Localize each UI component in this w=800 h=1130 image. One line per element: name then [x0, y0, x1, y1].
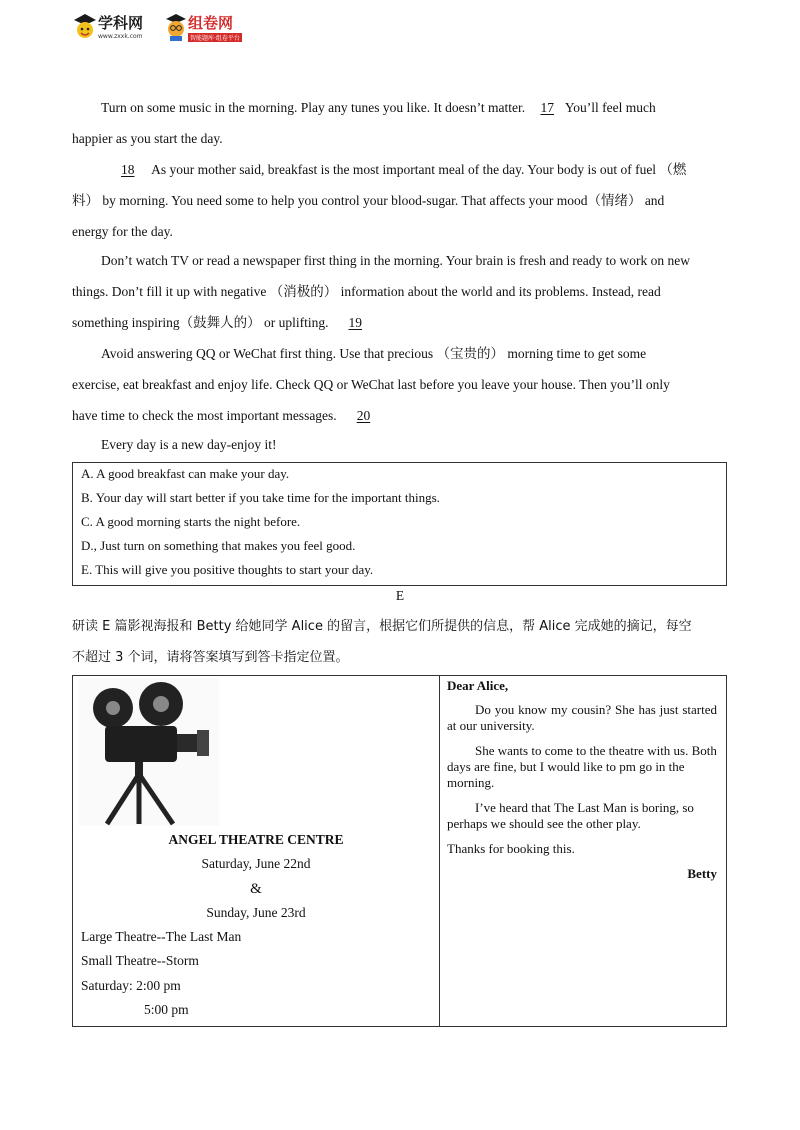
option-d: D., Just turn on something that makes you feel good.: [81, 538, 356, 553]
note-paragraph-1: Do you know my cousin? She has just started at our university.: [447, 702, 717, 733]
section-instruction: 研读 E 篇影视海报和 Betty 给她同学 Alice 的留言，根据它们所提供的信息，帮 Alice 完成她的摘记，每空 不超过 3 个词，请将答案填写到答卡指定位置。: [72, 619, 692, 665]
passage-text: Don’t watch TV or read a newspaper first thing in the morning. Your brain is fresh and ready to work on new: [101, 253, 691, 268]
poster-title: ANGEL THEATRE CENTRE: [168, 832, 344, 847]
movie-projector-icon: [79, 678, 219, 826]
graduate-mascot-icon: [72, 12, 98, 42]
passage-text: energy for the day.: [72, 224, 173, 239]
passage-text: Avoid answering QQ or WeChat first thing. Use that precious （宝贵的） morning time to get some: [101, 346, 647, 361]
student-mascot-icon: [164, 12, 188, 42]
passage-text: Turn on some music in the morning. Play any tunes you like. It doesn’t matter.: [101, 100, 526, 115]
option-b: B. Your day will start better if you take time for the important things.: [81, 490, 440, 505]
section-letter: E: [395, 588, 405, 603]
paragraph-2: [72, 154, 728, 247]
zujuan-logo: [164, 10, 250, 44]
table-divider: [439, 676, 440, 1026]
zxxk-logo-name: 学科网: [98, 14, 144, 32]
paragraph-1: [72, 92, 728, 154]
blank-19: 19: [348, 315, 362, 330]
note-greeting: Dear Alice,: [447, 678, 509, 693]
passage-text: have time to check the most important messages.: [72, 408, 337, 423]
page-header: [72, 10, 252, 46]
poster-note-table: [72, 675, 727, 1027]
blank-20: 20: [356, 408, 371, 423]
zxxk-logo-url: www.zxxk.com: [98, 33, 143, 40]
blank-18: 18: [121, 162, 135, 177]
paragraph-5: [72, 429, 728, 460]
paragraph-4: [72, 338, 728, 431]
options-box: [72, 462, 727, 586]
passage-text: You’ll feel much: [564, 100, 656, 115]
paragraph-3: [72, 245, 728, 338]
note-paragraph-2: She wants to come to the theatre with us. Both days are fine, but I would like to pm go in the morning.: [447, 743, 717, 790]
zujuan-logo-sub: 智能题库·组卷平台: [190, 35, 240, 42]
passage-text: 料） by morning. You need some to help you control your blood-sugar. That affects your mood（情绪） and: [72, 193, 665, 208]
passage-text: Every day is a new day-enjoy it!: [101, 437, 277, 452]
zujuan-logo-name: 组卷网: [188, 14, 234, 32]
note-signature: Betty: [687, 866, 717, 881]
passage-text: exercise, eat breakfast and enjoy life. Check QQ or WeChat last before you leave your house. Then you’ll only: [72, 377, 670, 392]
poster-saturday-time-1: Saturday: 2:00 pm: [81, 978, 181, 993]
poster-saturday-time-2: 5:00 pm: [144, 1002, 189, 1017]
poster-small-theatre: Small Theatre--Storm: [81, 953, 199, 968]
passage-text: As your mother said, breakfast is the most important meal of the day. Your body is out of fuel （燃: [151, 162, 687, 177]
note-paragraph-3: I’ve heard that The Last Man is boring, so perhaps we should see the other play.: [447, 800, 694, 831]
passage-text: something inspiring（鼓舞人的） or uplifting.: [72, 315, 329, 330]
note-paragraph-4: Thanks for booking this.: [447, 841, 575, 856]
zxxk-logo: [72, 10, 158, 44]
poster-ampersand: &: [250, 881, 262, 897]
poster-date-2: Sunday, June 23rd: [206, 905, 306, 920]
passage-text: happier as you start the day.: [72, 131, 223, 146]
option-a: A. A good breakfast can make your day.: [81, 466, 290, 481]
poster-date-1: Saturday, June 22nd: [201, 856, 311, 871]
passage-text: things. Don’t fill it up with negative （消极的） information about the world and its problems. Instead, read: [72, 284, 661, 299]
option-c: C. A good morning starts the night before.: [81, 514, 301, 529]
poster-large-theatre: Large Theatre--The Last Man: [81, 929, 242, 944]
option-e: E. This will give you positive thoughts to start your day.: [81, 562, 374, 577]
blank-17: 17: [540, 100, 554, 115]
